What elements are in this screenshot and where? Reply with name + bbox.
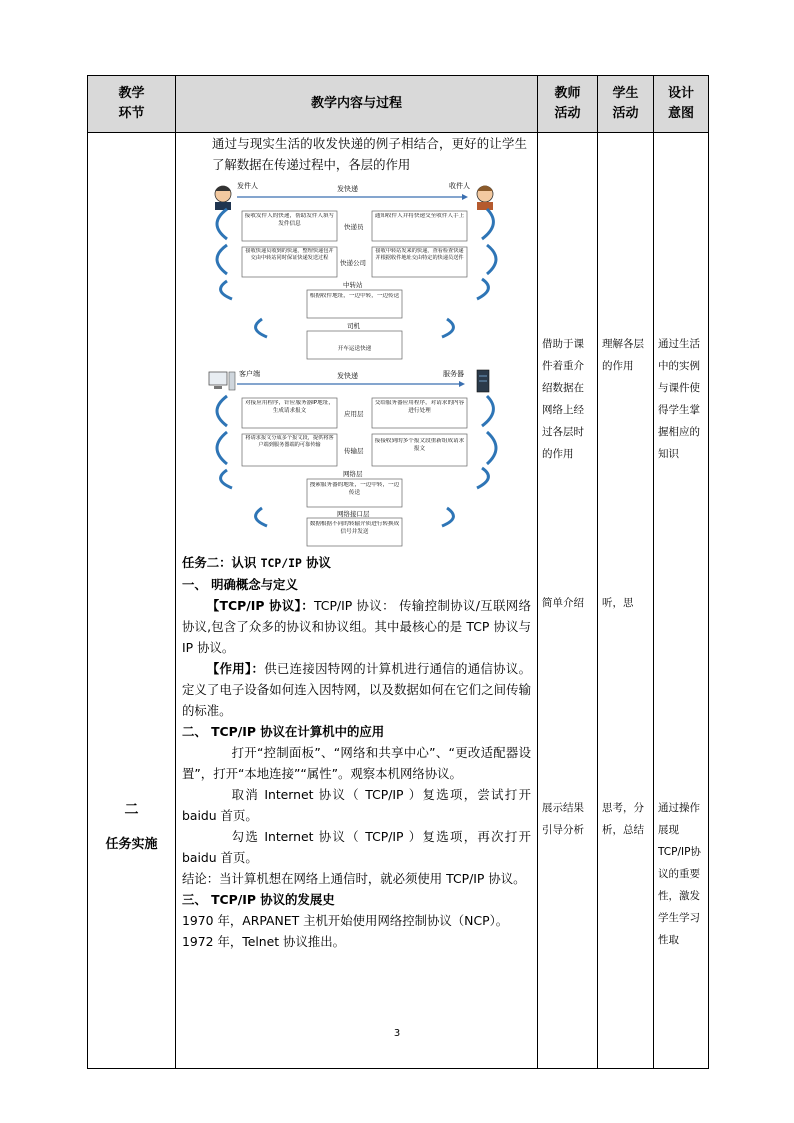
d1-mid1: 快递员 [344,223,364,231]
d2-box-l1: 对接应用程序，针应服务器IP地址，生成请求报文 [245,400,334,414]
section2-heading: 二、 TCP/IP 协议在计算机中的应用 [182,724,385,739]
design-note-1: 通过生活中的实例与课件使得学生掌握相应的知识 [658,338,700,460]
d2-box-r1: 交给服务器应用程序，对请求的内容进行处理 [374,400,465,414]
teacher-note-3: 展示结果引导分析 [542,802,584,836]
tcpip-layer-diagram [187,368,527,548]
d1-box-l2: 接收快递员收到的快递，整理快递包并交由中转站同时保证快递发送过程 [245,248,334,261]
history-1970: 1970 年，ARPANET 主机开始使用网络控制协议（NCP）。 [182,913,509,928]
d2-mid2: 传输层 [344,447,364,455]
header-content: 教学内容与过程 [176,76,538,133]
sender-avatar-icon [215,186,231,210]
step-open-settings: 打开“控制面板”、“网络和共享中心”、“更改适配器设置”，打开“本地连接”“属性”。观察本机网络协议。 [182,745,531,781]
d2-box3: 搜索服务器的地址，一边中转，一边传送 [309,482,400,496]
content-cell [176,133,538,1069]
stage-number: 二 [124,802,139,818]
page-number: 3 [393,1028,401,1039]
courier-diagram [187,179,527,364]
header-stage: 教学 环节 [88,76,176,133]
table-header-row [88,76,709,133]
section3-heading: 三、 TCP/IP 协议的发展史 [182,892,335,907]
teacher-activity-cell [538,133,598,1069]
d1-action: 发快递 [337,185,358,193]
tcpip-role: 【作用】：供已连接因特网的计算机进行通信的通信协议。定义了电子设备如何连入因特网，以及数据如何在它们之间传输的标准。 [182,661,531,718]
step-check: 勾选 Internet 协议（ TCP/IP ）复选项，再次打开 baidu 首页。 [182,829,531,865]
intro-text: 通过与现实生活的收发快递的例子相结合，更好的让学生了解数据在传递过程中，各层的作用 [212,136,527,172]
teacher-note-2: 简单介绍 [542,597,584,609]
d1-mid2: 快递公司 [340,259,366,267]
student-activity-cell [598,133,654,1069]
d1-box-l1: 接收发件人的快递，帮助发件人填写发件信息 [244,213,335,227]
d1-box-r2: 接收中转站发来的快递，查看检查快递并根据收件地址交由特定的快递员送件 [375,248,464,261]
student-note-1: 理解各层的作用 [602,338,644,372]
d1-box4: 开车运送快递 [337,346,372,352]
d1-sender: 发件人 [237,182,258,190]
stage-name: 任务实施 [105,837,158,852]
lesson-plan-table [87,75,709,1069]
task2-title: 任务二：认识 TCP/IP 协议 [182,555,331,570]
d2-mid1: 应用层 [344,410,364,418]
server-icon [477,370,489,392]
section1-heading: 一、 明确概念与定义 [182,577,298,592]
d2-action: 发快递 [337,372,358,380]
header-student: 学生 活动 [598,76,654,133]
d2-layer3: 网络层 [343,470,363,478]
d2-box-r2: 接接收到的多个报文段重新组成请求报文 [374,438,465,452]
step-uncheck: 取消 Internet 协议（ TCP/IP ）复选项，尝试打开 baidu 首页。 [182,787,531,823]
history-1972: 1972 年，Telnet 协议推出。 [182,934,346,949]
design-intent-cell [654,133,709,1069]
d1-layer4: 司机 [347,322,360,330]
d2-box-l2: 将请求报文分成多个报文段，提供将客户端到服务器端的可靠传输 [245,435,334,448]
d2-box4: 数据根据不同的转输介质进行转换成信号并发送 [309,521,400,535]
design-note-2: 通过操作展现TCP/IP协议的重要性，激发学生学习性取 [658,802,701,946]
student-note-3: 思考，分析，总结 [602,802,644,836]
d2-sender: 客户端 [239,370,260,378]
d2-layer4: 网络接口层 [337,510,370,518]
student-note-2: 听，思 [602,597,634,609]
d1-box3: 根据收件地址，一边中转，一边传送 [309,293,400,299]
teacher-note-1: 借助于课件着重介绍数据在网络上经过各层时的作用 [542,338,584,460]
conclusion: 结论：当计算机想在网络上通信时，就必须使用 TCP/IP 协议。 [182,871,526,886]
header-teacher: 教师 活动 [538,76,598,133]
receiver-avatar-icon [477,186,493,211]
stage-cell [88,133,176,1069]
client-computer-icon [209,372,235,390]
d1-layer3: 中转站 [343,281,363,289]
d1-receiver: 收件人 [449,182,470,190]
tcpip-definition: 【TCP/IP 协议】：TCP/IP 协议： 传输控制协议/互联网络协议,包含了众多的协议和协议组。其中最核心的是 TCP 协议与 IP 协议。 [182,598,531,655]
d2-receiver: 服务器 [443,370,464,378]
d1-box-r1: 通知收件人并将快递交至收件人手上 [374,213,465,219]
table-body-row [88,133,709,1069]
header-design: 设计 意图 [654,76,709,133]
